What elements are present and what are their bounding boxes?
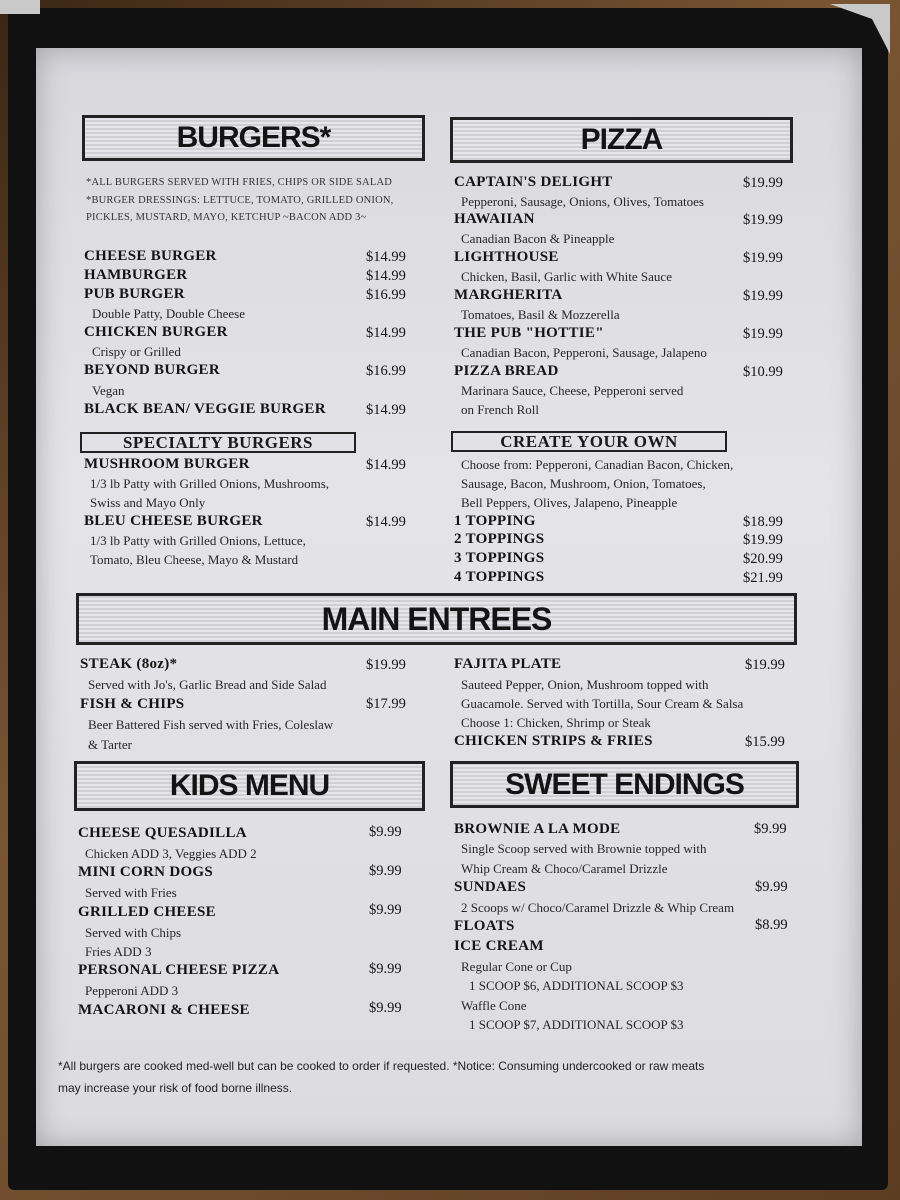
footer-notice-line-2: may increase your risk of food borne illness. <box>58 1081 293 1095</box>
menu-item-name: PUB BURGER <box>84 286 185 302</box>
menu-item-desc: Served with Jo's, Garlic Bread and Side Salad <box>88 677 327 692</box>
menu-item-desc: Canadian Bacon, Pepperoni, Sausage, Jalapeno <box>461 345 707 360</box>
menu-item-desc: Tomato, Bleu Cheese, Mayo & Mustard <box>90 552 299 567</box>
menu-item-desc: Double Patty, Double Cheese <box>92 306 245 321</box>
menu-item-price: $10.99 <box>743 364 783 380</box>
menu-item-price: $14.99 <box>366 325 406 341</box>
menu-item-price: $19.99 <box>366 657 406 673</box>
menu-item-desc: Chicken, Basil, Garlic with White Sauce <box>461 269 672 284</box>
menu-item-desc: Canadian Bacon & Pineapple <box>461 231 615 246</box>
menu-item-desc: Regular Cone or Cup <box>461 959 572 974</box>
menu-item-name: BROWNIE A LA MODE <box>454 821 621 837</box>
footer-notice-line-1: *All burgers are cooked med-well but can be cooked to order if requested. *Notice: Consuming undercooked or raw meats <box>58 1059 705 1073</box>
kids-menu-header <box>74 761 425 811</box>
menu-item-desc: Served with Fries <box>85 885 177 900</box>
menu-item-name: BLEU CHEESE BURGER <box>84 513 263 529</box>
menu-item-name: CAPTAIN'S DELIGHT <box>454 174 613 190</box>
menu-item-name: CHICKEN BURGER <box>84 324 228 340</box>
menu-item-price: $14.99 <box>366 249 406 265</box>
menu-item-desc: Pepperoni, Sausage, Onions, Olives, Tomatoes <box>461 194 704 209</box>
menu-item-name: GRILLED CHEESE <box>78 904 216 920</box>
menu-item-name: FISH & CHIPS <box>80 696 185 712</box>
menu-item-price: $15.99 <box>745 734 785 750</box>
menu-item-desc: Vegan <box>92 383 125 398</box>
menu-item-desc: Crispy or Grilled <box>92 344 181 359</box>
menu-item-desc: Guacamole. Served with Tortilla, Sour Cream & Salsa <box>461 696 744 711</box>
menu-item-desc: Tomatoes, Basil & Mozzerella <box>461 307 620 322</box>
menu-item-price: $8.99 <box>755 917 788 933</box>
menu-item-price: $14.99 <box>366 514 406 530</box>
menu-item-name: ICE CREAM <box>454 938 544 954</box>
menu-item-price: $17.99 <box>366 696 406 712</box>
menu-item-desc: on French Roll <box>461 402 539 417</box>
menu-item-name: MACARONI & CHEESE <box>78 1002 250 1018</box>
menu-item-price: $9.99 <box>755 879 788 895</box>
menu-item-name: FLOATS <box>454 918 515 934</box>
menu-item-name: PERSONAL CHEESE PIZZA <box>78 962 280 978</box>
burgers-title: BURGERS* <box>176 121 331 154</box>
specialty-header <box>80 432 356 453</box>
menu-item-name: 2 TOPPINGS <box>454 531 545 547</box>
menu-item-desc: Served with Chips <box>85 925 182 940</box>
menu-item-price: $9.99 <box>369 863 402 879</box>
toppings-desc: Sausage, Bacon, Mushroom, Onion, Tomatoes, <box>461 476 706 491</box>
burgers-header <box>82 115 425 161</box>
menu-item-name: MUSHROOM BURGER <box>84 456 250 472</box>
menu-item-price: $19.99 <box>745 657 785 673</box>
menu-item-desc: 1/3 lb Patty with Grilled Onions, Mushrooms, <box>90 476 330 491</box>
menu-item-price: $16.99 <box>366 287 406 303</box>
menu-item-desc: Whip Cream & Choco/Caramel Drizzle <box>461 861 668 876</box>
menu-item-desc: Pepperoni ADD 3 <box>85 983 179 998</box>
burgers-note-2: *BURGER DRESSINGS: LETTUCE, TOMATO, GRILLED ONION, <box>86 195 394 206</box>
toppings-desc: Bell Peppers, Olives, Jalapeno, Pineapple <box>461 495 678 510</box>
menu-item-desc: 1 SCOOP $6, ADDITIONAL SCOOP $3 <box>469 978 684 993</box>
toppings-desc: Choose from: Pepperoni, Canadian Bacon, Chicken, <box>461 457 734 472</box>
menu-item-name: CHICKEN STRIPS & FRIES <box>454 733 653 749</box>
menu-item-price: $19.99 <box>743 212 783 228</box>
menu-item-name: HAMBURGER <box>84 267 188 283</box>
create-your-own-header <box>451 431 727 452</box>
menu-item-name: 3 TOPPINGS <box>454 550 545 566</box>
menu-item-desc: Chicken ADD 3, Veggies ADD 2 <box>85 846 257 861</box>
sweet-endings-title: SWEET ENDINGS <box>505 767 744 801</box>
menu-item-desc: Single Scoop served with Brownie topped with <box>461 841 707 856</box>
menu-item-desc: & Tarter <box>88 737 132 752</box>
menu-item-name: THE PUB "HOTTIE" <box>454 325 604 341</box>
burgers-note-1: *ALL BURGERS SERVED WITH FRIES, CHIPS OR SIDE SALAD <box>86 177 393 188</box>
menu-item-name: MINI CORN DOGS <box>78 864 214 880</box>
menu-item-price: $14.99 <box>366 457 406 473</box>
menu-item-price: $9.99 <box>369 1000 402 1016</box>
menu-item-desc: Marinara Sauce, Cheese, Pepperoni served <box>461 383 684 398</box>
frame-corner-top-left <box>0 0 40 14</box>
menu-item-price: $20.99 <box>743 551 783 567</box>
menu-item-name: HAWAIIAN <box>454 211 535 227</box>
menu-item-desc: Fries ADD 3 <box>85 944 152 959</box>
menu-item-price: $9.99 <box>369 961 402 977</box>
menu-item-name: MARGHERITA <box>454 287 563 303</box>
menu-item-price: $9.99 <box>369 902 402 918</box>
menu-item-name: BLACK BEAN/ VEGGIE BURGER <box>84 401 326 417</box>
menu-item-name: LIGHTHOUSE <box>454 249 559 265</box>
menu-item-name: CHEESE BURGER <box>84 248 217 264</box>
menu-item-price: $18.99 <box>743 514 783 530</box>
menu-item-desc: Sauteed Pepper, Onion, Mushroom topped with <box>461 677 709 692</box>
menu-item-price: $19.99 <box>743 175 783 191</box>
menu-item-name: SUNDAES <box>454 879 527 895</box>
menu-item-desc: Choose 1: Chicken, Shrimp or Steak <box>461 715 651 730</box>
specialty-title: SPECIALTY BURGERS <box>122 432 314 452</box>
menu-item-desc: 1/3 lb Patty with Grilled Onions, Lettuce, <box>90 533 306 548</box>
menu-item-price: $9.99 <box>754 821 787 837</box>
menu-item-name: STEAK (8oz)* <box>80 656 178 672</box>
sweet-endings-header <box>450 761 799 808</box>
menu-item-name: CHEESE QUESADILLA <box>78 825 247 841</box>
main-entrees-header <box>76 593 797 645</box>
menu-item-price: $19.99 <box>743 288 783 304</box>
menu-item-name: PIZZA BREAD <box>454 363 559 379</box>
menu-item-price: $19.99 <box>743 250 783 266</box>
menu-item-desc: Beer Battered Fish served with Fries, Coleslaw <box>88 717 334 732</box>
menu-item-price: $14.99 <box>366 268 406 284</box>
create-your-own-title: CREATE YOUR OWN <box>500 431 678 451</box>
burgers-note-3: PICKLES, MUSTARD, MAYO, KETCHUP ~BACON ADD 3~ <box>86 212 367 223</box>
menu-item-name: 1 TOPPING <box>454 513 536 529</box>
kids-menu-title: KIDS MENU <box>169 769 330 802</box>
menu-item-desc: Waffle Cone <box>461 998 527 1013</box>
menu-item-price: $14.99 <box>366 402 406 418</box>
menu-item-price: $16.99 <box>366 363 406 379</box>
menu-item-price: $9.99 <box>369 824 402 840</box>
menu-item-name: FAJITA PLATE <box>454 656 562 672</box>
menu-item-price: $21.99 <box>743 570 783 586</box>
menu-item-price: $19.99 <box>743 326 783 342</box>
menu-item-desc: Swiss and Mayo Only <box>90 495 206 510</box>
pizza-title: PIZZA <box>580 123 663 156</box>
pizza-header <box>450 117 793 163</box>
menu-item-price: $19.99 <box>743 532 783 548</box>
menu-item-name: 4 TOPPINGS <box>454 569 545 585</box>
menu-item-desc: 1 SCOOP $7, ADDITIONAL SCOOP $3 <box>469 1017 684 1032</box>
menu-item-name: BEYOND BURGER <box>84 362 220 378</box>
main-entrees-title: MAIN ENTREES <box>321 600 552 637</box>
menu-item-desc: 2 Scoops w/ Choco/Caramel Drizzle & Whip Cream <box>461 900 735 915</box>
